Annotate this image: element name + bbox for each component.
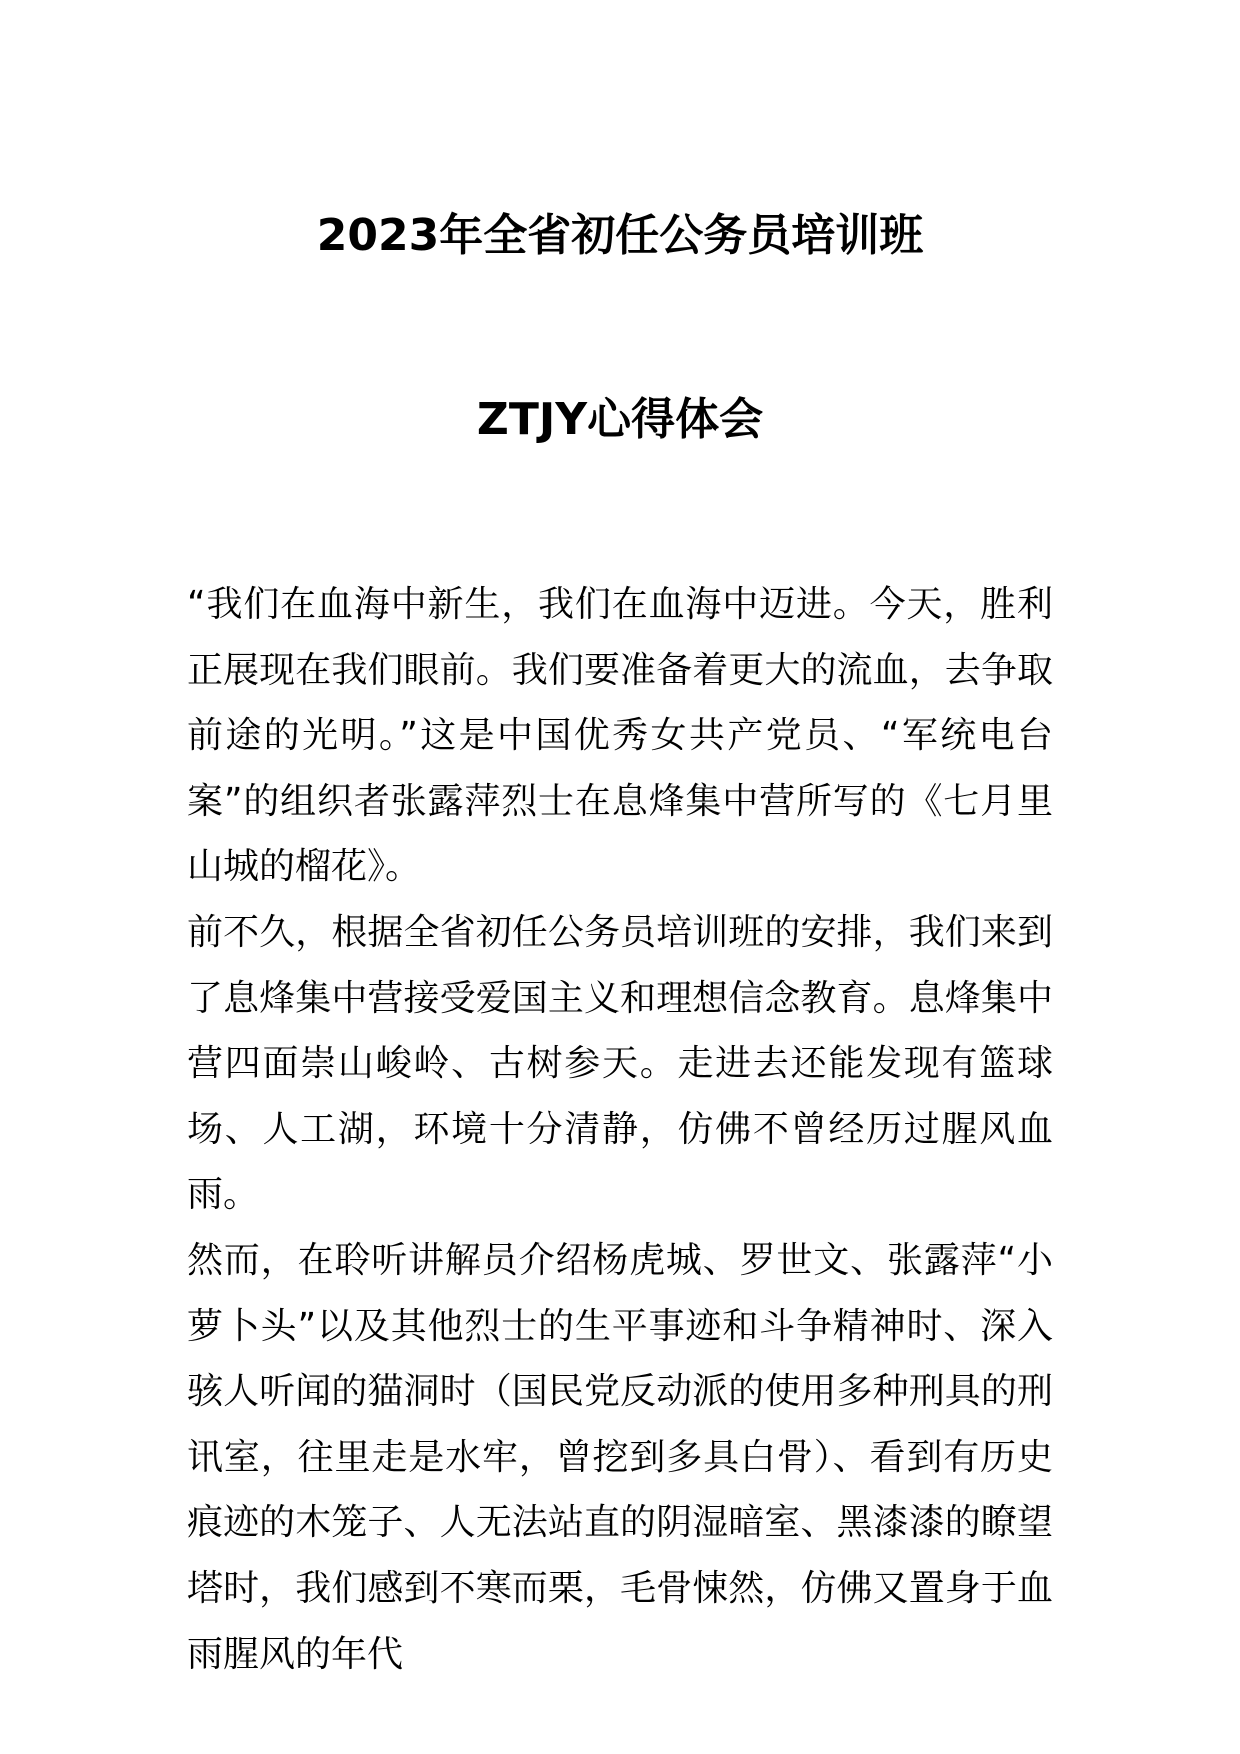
document-title-line-1: 2023年全省初任公务员培训班	[316, 210, 924, 261]
paragraph-1: “我们在血海中新生，我们在血海中迈进。今天，胜利正展现在我们眼前。我们要准备着更大的流血，去争取前途的光明。”这是中国优秀女共产党员、“军统电台案”的组织者张露萍烈士在息烽集中营所写的《七月里山城的榴花》。	[187, 584, 1053, 888]
document-title-line-2: ZTJY心得体会	[476, 394, 764, 445]
document-body	[187, 572, 1053, 1687]
paragraph-2: 前不久，根据全省初任公务员培训班的安排，我们来到了息烽集中营接受爱国主义和理想信念教育。息烽集中营四面崇山峻岭、古树参天。走进去还能发现有篮球场、人工湖，环境十分清静，仿佛不曾经历过腥风血雨。	[187, 911, 1053, 1216]
paragraph-3: 然而，在聆听讲解员介绍杨虎城、罗世文、张露萍“小萝卜头”以及其他烈士的生平事迹和斗争精神时、深入骇人听闻的猫洞时（国民党反动派的使用多种刑具的刑讯室，往里走是水牢，曾挖到多具白骨）、看到有历史痕迹的木笼子、人无法站直的阴湿暗室、黑漆漆的瞭望塔时，我们感到不寒而栗，毛骨悚然，仿佛又置身于血雨腥风的年代	[187, 1239, 1053, 1675]
